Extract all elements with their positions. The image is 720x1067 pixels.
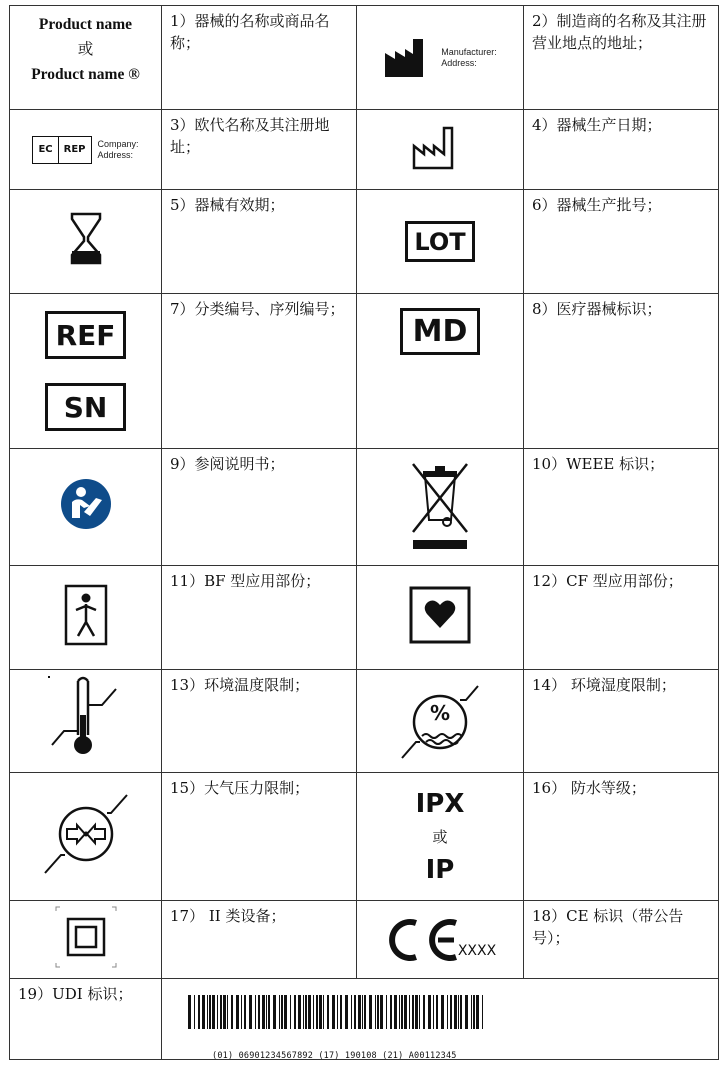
crossed-out-bin-icon xyxy=(407,456,473,552)
desc-19: 19）UDI 标识； xyxy=(10,979,162,1060)
manufacturer-address-label: Address: xyxy=(441,57,477,68)
table-row xyxy=(10,901,719,979)
ec-rep-symbol-cell xyxy=(10,110,162,190)
symbol-table xyxy=(9,5,719,1060)
ec-label: EC xyxy=(33,137,58,163)
percent-label: % xyxy=(429,701,451,725)
sn-icon: SN xyxy=(45,383,127,431)
ref-sn-symbol-cell xyxy=(10,294,162,449)
company-label: Company: xyxy=(97,138,139,149)
desc-18: 18）CE 标识（带公告号）； xyxy=(524,901,719,979)
cf-symbol-cell xyxy=(357,566,524,670)
desc-13: 13）环境温度限制； xyxy=(162,670,357,773)
instructions-for-use-icon xyxy=(60,478,112,530)
ip-symbol-cell xyxy=(357,773,524,901)
manufacturer-label: Manufacturer: xyxy=(441,46,497,57)
ref-icon: REF xyxy=(45,311,127,359)
hourglass-icon xyxy=(68,211,104,267)
table-row xyxy=(10,566,719,670)
product-name-text: Product name xyxy=(38,16,133,33)
rep-label: REP xyxy=(63,143,86,155)
product-name-registered-text: Product name ® xyxy=(31,66,140,83)
temperature-symbol-cell xyxy=(10,670,162,773)
desc-4: 4）器械生产日期； xyxy=(524,110,719,190)
type-cf-applied-part-icon xyxy=(409,586,471,644)
desc-12: 12）CF 型应用部份； xyxy=(524,566,719,670)
desc-16: 16） 防水等级； xyxy=(524,773,719,901)
date-of-manufacture-icon xyxy=(410,122,470,172)
udi-barcode-icon xyxy=(184,995,494,1043)
type-bf-applied-part-icon xyxy=(64,584,108,646)
table-row xyxy=(10,294,719,449)
table-row xyxy=(10,6,719,110)
ce-mark-icon xyxy=(384,918,460,962)
table-row xyxy=(10,773,719,901)
desc-7: 7）分类编号、序列编号； xyxy=(162,294,357,449)
desc-8: 8）医疗器械标识； xyxy=(524,294,719,449)
desc-10: 10）WEEE 标识； xyxy=(524,449,719,566)
table-row xyxy=(10,670,719,773)
class-ii-equipment-icon xyxy=(54,905,118,969)
desc-17: 17） II 类设备； xyxy=(162,901,357,979)
table-row xyxy=(10,449,719,566)
weee-symbol-cell xyxy=(357,449,524,566)
table-row xyxy=(10,110,719,190)
atmospheric-pressure-limit-icon xyxy=(41,789,131,879)
ifu-symbol-cell xyxy=(10,449,162,566)
desc-11: 11）BF 型应用部份； xyxy=(162,566,357,670)
humidity-symbol-cell xyxy=(357,670,524,773)
notified-body-number: XXXX xyxy=(457,942,497,959)
lot-symbol-cell xyxy=(357,190,524,294)
manufacturer-symbol-cell xyxy=(357,6,524,110)
expiry-symbol-cell xyxy=(10,190,162,294)
udi-barcode-cell xyxy=(162,979,719,1060)
table-row xyxy=(10,979,719,1060)
lot-icon: LOT xyxy=(405,221,474,262)
ip-label: IP xyxy=(425,854,455,885)
desc-15: 15）大气压力限制； xyxy=(162,773,357,901)
product-name-symbol xyxy=(10,6,162,110)
manufacturer-icon xyxy=(383,37,431,79)
desc-5: 5）器械有效期； xyxy=(162,190,357,294)
md-icon: MD xyxy=(400,308,481,355)
or-label: 或 xyxy=(432,827,448,846)
ec-rep-icon xyxy=(32,136,91,164)
or-text: 或 xyxy=(77,41,94,58)
ce-symbol-cell xyxy=(357,901,524,979)
pressure-symbol-cell xyxy=(10,773,162,901)
ipx-label: IPX xyxy=(415,788,465,819)
desc-14: 14） 环境湿度限制； xyxy=(524,670,719,773)
table-row xyxy=(10,190,719,294)
address-label: Address: xyxy=(97,149,134,160)
desc-9: 9）参阅说明书； xyxy=(162,449,357,566)
desc-3: 3）欧代名称及其注册地址； xyxy=(162,110,357,190)
desc-6: 6）器械生产批号； xyxy=(524,190,719,294)
class-ii-symbol-cell xyxy=(10,901,162,979)
udi-human-readable: (01) 06901234567892 (17) 190108 (21) A00112345 xyxy=(212,1051,457,1061)
manufacture-date-symbol-cell xyxy=(357,110,524,190)
desc-2: 2）制造商的名称及其注册营业地点的地址； xyxy=(524,6,719,110)
temperature-limit-icon xyxy=(44,675,128,761)
bf-symbol-cell xyxy=(10,566,162,670)
desc-1: 1）器械的名称或商品名称； xyxy=(162,6,357,110)
md-symbol-cell xyxy=(357,294,524,449)
